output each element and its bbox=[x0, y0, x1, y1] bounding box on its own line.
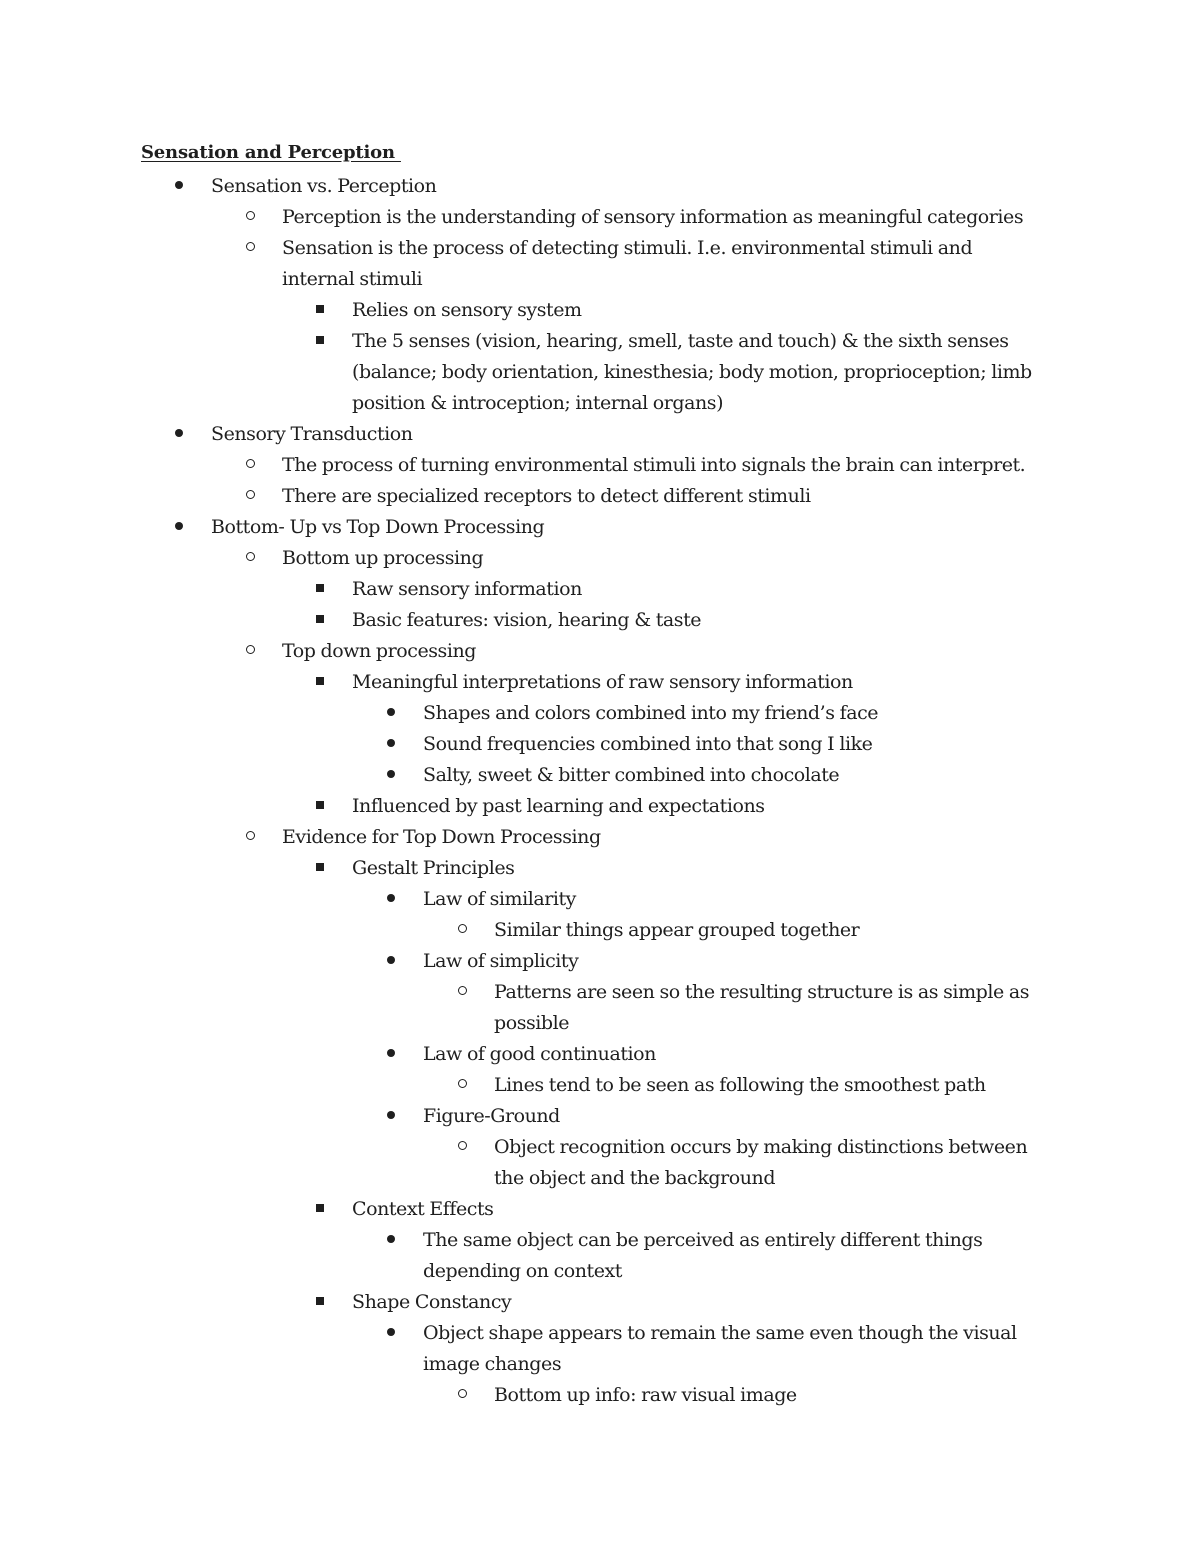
list-item bbox=[352, 326, 1057, 419]
list-item-text: Patterns are seen so the resulting structure is as simple as possible bbox=[494, 981, 1030, 1034]
list-item bbox=[352, 1194, 1057, 1225]
list-item-text: Top down processing bbox=[282, 640, 476, 662]
list-item-text: Law of similarity bbox=[423, 888, 576, 910]
circle-bullet-icon bbox=[242, 202, 258, 233]
list-item-text: Object shape appears to remain the same even though the visual image changes bbox=[423, 1322, 1017, 1375]
circle-bullet-icon bbox=[242, 636, 258, 667]
disc-bullet-icon bbox=[383, 1225, 399, 1256]
circle-bullet-icon bbox=[454, 1380, 470, 1411]
list-item bbox=[423, 884, 1043, 915]
list-item-text: Shapes and colors combined into my friend’s face bbox=[423, 702, 879, 724]
list-item bbox=[282, 543, 1042, 574]
circle-bullet-icon bbox=[242, 450, 258, 481]
list-item bbox=[211, 419, 1031, 450]
circle-bullet-icon bbox=[454, 915, 470, 946]
list-item-text: Perception is the understanding of sensory information as meaningful categories bbox=[282, 206, 1024, 228]
circle-bullet-icon bbox=[454, 1132, 470, 1163]
disc-bullet-icon bbox=[383, 698, 399, 729]
disc-bullet-icon bbox=[383, 729, 399, 760]
list-item-text: Basic features: vision, hearing & taste bbox=[352, 609, 702, 631]
list-item bbox=[352, 791, 1057, 822]
square-bullet-icon bbox=[312, 791, 328, 822]
disc-bullet-icon bbox=[383, 946, 399, 977]
disc-bullet-icon bbox=[383, 1318, 399, 1349]
circle-bullet-icon bbox=[454, 977, 470, 1008]
list-item-text: Relies on sensory system bbox=[352, 299, 582, 321]
list-item-text: Context Effects bbox=[352, 1198, 494, 1220]
list-item-text: Salty, sweet & bitter combined into chocolate bbox=[423, 764, 840, 786]
list-item bbox=[423, 946, 1043, 977]
list-item bbox=[211, 512, 1031, 543]
list-item-text: Sound frequencies combined into that song I like bbox=[423, 733, 873, 755]
list-item bbox=[352, 605, 1057, 636]
list-item bbox=[423, 698, 1043, 729]
list-item bbox=[282, 481, 1042, 512]
list-item bbox=[423, 1039, 1043, 1070]
disc-bullet-icon bbox=[383, 884, 399, 915]
square-bullet-icon bbox=[312, 326, 328, 357]
list-item bbox=[423, 1225, 1043, 1287]
square-bullet-icon bbox=[312, 667, 328, 698]
circle-bullet-icon bbox=[242, 543, 258, 574]
list-item-text: Bottom- Up vs Top Down Processing bbox=[211, 516, 545, 538]
circle-bullet-icon bbox=[242, 481, 258, 512]
disc-bullet-icon bbox=[383, 1039, 399, 1070]
list-item bbox=[352, 1287, 1057, 1318]
list-item bbox=[282, 636, 1042, 667]
list-item-text: The process of turning environmental stimuli into signals the brain can interpret. bbox=[282, 454, 1026, 476]
list-item bbox=[423, 1318, 1043, 1380]
list-item-text: Bottom up processing bbox=[282, 547, 484, 569]
disc-bullet-icon bbox=[171, 512, 187, 543]
page-title: Sensation and Perception bbox=[141, 142, 401, 163]
list-item-text: Object recognition occurs by making distinctions between the object and the background bbox=[494, 1136, 1028, 1189]
list-item-text: Sensation vs. Perception bbox=[211, 175, 437, 197]
list-item-text: Similar things appear grouped together bbox=[494, 919, 860, 941]
list-item-text: Influenced by past learning and expectations bbox=[352, 795, 765, 817]
list-item bbox=[494, 1132, 1049, 1194]
list-item-text: Figure-Ground bbox=[423, 1105, 560, 1127]
list-item bbox=[352, 667, 1057, 698]
square-bullet-icon bbox=[312, 295, 328, 326]
list-item-text: Sensation is the process of detecting stimuli. I.e. environmental stimuli and internal stimuli bbox=[282, 237, 973, 290]
list-item-text: Law of good continuation bbox=[423, 1043, 656, 1065]
disc-bullet-icon bbox=[383, 760, 399, 791]
list-item-text: Evidence for Top Down Processing bbox=[282, 826, 601, 848]
list-item-text: Gestalt Principles bbox=[352, 857, 515, 879]
list-item-text: Bottom up info: raw visual image bbox=[494, 1384, 797, 1406]
bullet-outline bbox=[0, 171, 1200, 1411]
list-item bbox=[352, 295, 1057, 326]
list-item bbox=[211, 171, 1031, 202]
list-item-text: The same object can be perceived as entirely different things depending on context bbox=[423, 1229, 983, 1282]
list-item bbox=[282, 822, 1042, 853]
list-item bbox=[494, 1070, 1049, 1101]
list-item bbox=[494, 915, 1049, 946]
list-item-text: Raw sensory information bbox=[352, 578, 582, 600]
square-bullet-icon bbox=[312, 853, 328, 884]
square-bullet-icon bbox=[312, 1194, 328, 1225]
circle-bullet-icon bbox=[242, 233, 258, 264]
disc-bullet-icon bbox=[383, 1101, 399, 1132]
list-item-text: The 5 senses (vision, hearing, smell, taste and touch) & the sixth senses (balance; body orientation, kinesthesia; body motion, proprioception; limb position & introception; internal organs) bbox=[352, 330, 1032, 414]
square-bullet-icon bbox=[312, 1287, 328, 1318]
list-item-text: Sensory Transduction bbox=[211, 423, 413, 445]
list-item-text: There are specialized receptors to detect different stimuli bbox=[282, 485, 811, 507]
list-item-text: Shape Constancy bbox=[352, 1291, 512, 1313]
list-item bbox=[494, 977, 1049, 1039]
list-item bbox=[352, 853, 1057, 884]
square-bullet-icon bbox=[312, 574, 328, 605]
list-item bbox=[282, 450, 1042, 481]
square-bullet-icon bbox=[312, 605, 328, 636]
list-item bbox=[494, 1380, 1049, 1411]
list-item bbox=[423, 1101, 1043, 1132]
list-item bbox=[282, 202, 1042, 233]
disc-bullet-icon bbox=[171, 419, 187, 450]
list-item-text: Law of simplicity bbox=[423, 950, 579, 972]
circle-bullet-icon bbox=[242, 822, 258, 853]
list-item bbox=[423, 729, 1043, 760]
list-item-text: Lines tend to be seen as following the smoothest path bbox=[494, 1074, 986, 1096]
list-item bbox=[352, 574, 1057, 605]
list-item-text: Meaningful interpretations of raw sensory information bbox=[352, 671, 853, 693]
list-item bbox=[282, 233, 1042, 295]
list-item bbox=[423, 760, 1043, 791]
circle-bullet-icon bbox=[454, 1070, 470, 1101]
disc-bullet-icon bbox=[171, 171, 187, 202]
